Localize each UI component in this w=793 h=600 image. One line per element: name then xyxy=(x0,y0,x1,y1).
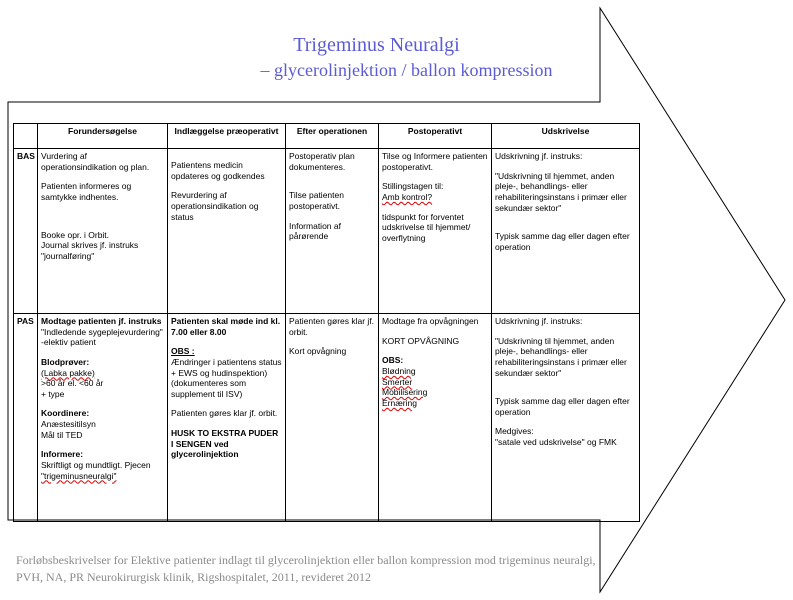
cell-pas-efter xyxy=(286,314,379,522)
cell-line: "satale ved udskrivelse" og FMK xyxy=(495,437,617,447)
header-forundersogelse: Forundersøgelse xyxy=(38,124,168,149)
cell-line: KORT OPVÅGNING xyxy=(382,335,460,346)
cell-line: "trigeminusneuralgi" xyxy=(41,470,117,481)
cell-line: Ernæring xyxy=(382,397,417,408)
cell-line: -elektiv patient xyxy=(41,337,96,348)
cell-bas-indlaeggelse xyxy=(168,149,286,314)
cell-line: Information af pårørende xyxy=(289,220,341,242)
cell-line: (Labka pakke) xyxy=(41,367,95,378)
cell-line: Udskrivning jf. instruks: xyxy=(495,316,583,326)
cell-line: Patienten gøres klar jf. orbit. xyxy=(289,316,375,337)
table-row-bas xyxy=(14,149,640,314)
cell-line: + type xyxy=(41,388,65,399)
cell-line: HUSK TO EKSTRA PUDER I SENGEN ved glycerolinjektion xyxy=(171,428,279,460)
header-postoperativt: Postoperativt xyxy=(379,124,492,149)
cell-line: Informere: xyxy=(41,449,84,460)
cell-line: Booke opr. i Orbit. xyxy=(41,229,110,240)
flow-table xyxy=(13,123,640,522)
cell-line: Modtage fra opvågningen xyxy=(382,316,479,326)
cell-pas-forundersogelse xyxy=(38,314,168,522)
cell-pas-postoperativt xyxy=(379,314,492,522)
cell-line: Patienten skal møde ind kl. 7.00 eller 8.00 xyxy=(171,316,281,337)
cell-line: Amb kontrol? xyxy=(382,191,433,202)
header-empty xyxy=(14,124,38,149)
cell-line: "Indledende sygeplejevurdering" xyxy=(41,326,163,337)
cell-bas-efter xyxy=(286,149,379,314)
cell-pas-indlaeggelse xyxy=(168,314,286,522)
cell-bas-postoperativt xyxy=(379,149,492,314)
footer-line-2: PVH, NA, PR Neurokirurgisk klinik, Rigshospitalet, 2011, revideret 2012 xyxy=(16,570,371,585)
header-efter-operationen: Efter operationen xyxy=(286,124,379,149)
cell-line: Tilse og Informere patienten postoperativt. xyxy=(382,151,488,172)
cell-line: Patientens medicin opdateres og godkendes xyxy=(171,160,265,181)
cell-line: Postoperativ plan dokumenteres. xyxy=(289,151,355,172)
cell-line: "Udskrivning til hjemmet, anden pleje-, behandlings- eller rehabiliteringsinstans i primær eller sekundær sektor" xyxy=(495,170,627,213)
cell-line: tidspunkt for forventet udskrivelse til hjemmet/ overflytning xyxy=(382,211,471,243)
cell-line: Revurdering af operationsindikation og status xyxy=(171,190,259,222)
page-title: Trigeminus Neuralgi xyxy=(293,34,460,56)
cell-line: Patienten informeres og samtykke indhentes. xyxy=(41,181,132,202)
cell-line: Udskrivning jf. instruks: xyxy=(495,151,583,161)
row-label-bas: BAS xyxy=(14,149,38,314)
cell-line: Stillingstagen til: xyxy=(382,181,444,192)
footer-line-1: Forløbsbeskrivelser for Elektive patienter indlagt til glycerolinjektion eller ballon kompression mod trigeminus neuralgi, xyxy=(16,553,596,567)
cell-line: >60 år el. <60 år xyxy=(41,378,104,389)
cell-line: Typisk samme dag eller dagen efter operation xyxy=(495,396,630,417)
cell-line: Ændringer i patientens status + EWS og hudinspektion) (dokumenteres som supplement til ISV) xyxy=(171,356,282,399)
cell-line: Modtage patienten jf. instruks xyxy=(41,316,162,326)
cell-line: Journal skrives jf. instruks "journalføring" xyxy=(41,240,139,261)
cell-bas-udskrivelse xyxy=(492,149,640,314)
cell-line: Anæstesitilsyn xyxy=(41,419,96,429)
cell-line: Tilse patienten postoperativt. xyxy=(289,190,344,211)
header-udskrivelse: Udskrivelse xyxy=(492,124,640,149)
cell-line: OBS : xyxy=(171,346,195,357)
cell-line: Smerter xyxy=(382,376,413,387)
cell-line: Skriftligt og mundtligt. Pjecen xyxy=(41,459,151,470)
header-indlaeggelse: Indlæggelse præoperativt xyxy=(168,124,286,149)
cell-line: Medgives: xyxy=(495,426,534,437)
cell-line: Vurdering af operationsindikation og plan. xyxy=(41,151,150,172)
cell-pas-udskrivelse xyxy=(492,314,640,522)
cell-line: Koordinere: xyxy=(41,408,90,419)
cell-bas-forundersogelse xyxy=(38,149,168,314)
cell-line: Patienten gøres klar jf. orbit. xyxy=(171,408,278,419)
page-subtitle: – glycerolinjektion / ballon kompression xyxy=(260,60,553,80)
cell-line: OBS: xyxy=(382,355,404,366)
cell-line: Mobilisering xyxy=(382,387,428,398)
table-row-pas xyxy=(14,314,640,522)
cell-line: Mål til TED xyxy=(41,429,83,440)
table-header-row xyxy=(14,124,640,149)
cell-line: Blødning xyxy=(382,365,416,376)
footer-note xyxy=(16,552,776,587)
cell-line: Blodprøver: xyxy=(41,356,90,367)
cell-line: Kort opvågning xyxy=(289,346,347,357)
cell-line: Typisk samme dag eller dagen efter operation xyxy=(495,231,630,252)
row-label-pas: PAS xyxy=(14,314,38,522)
cell-line: "Udskrivning til hjemmet, anden pleje-, behandlings- eller rehabiliteringsinstans i primær eller sekundær sektor" xyxy=(495,335,627,378)
